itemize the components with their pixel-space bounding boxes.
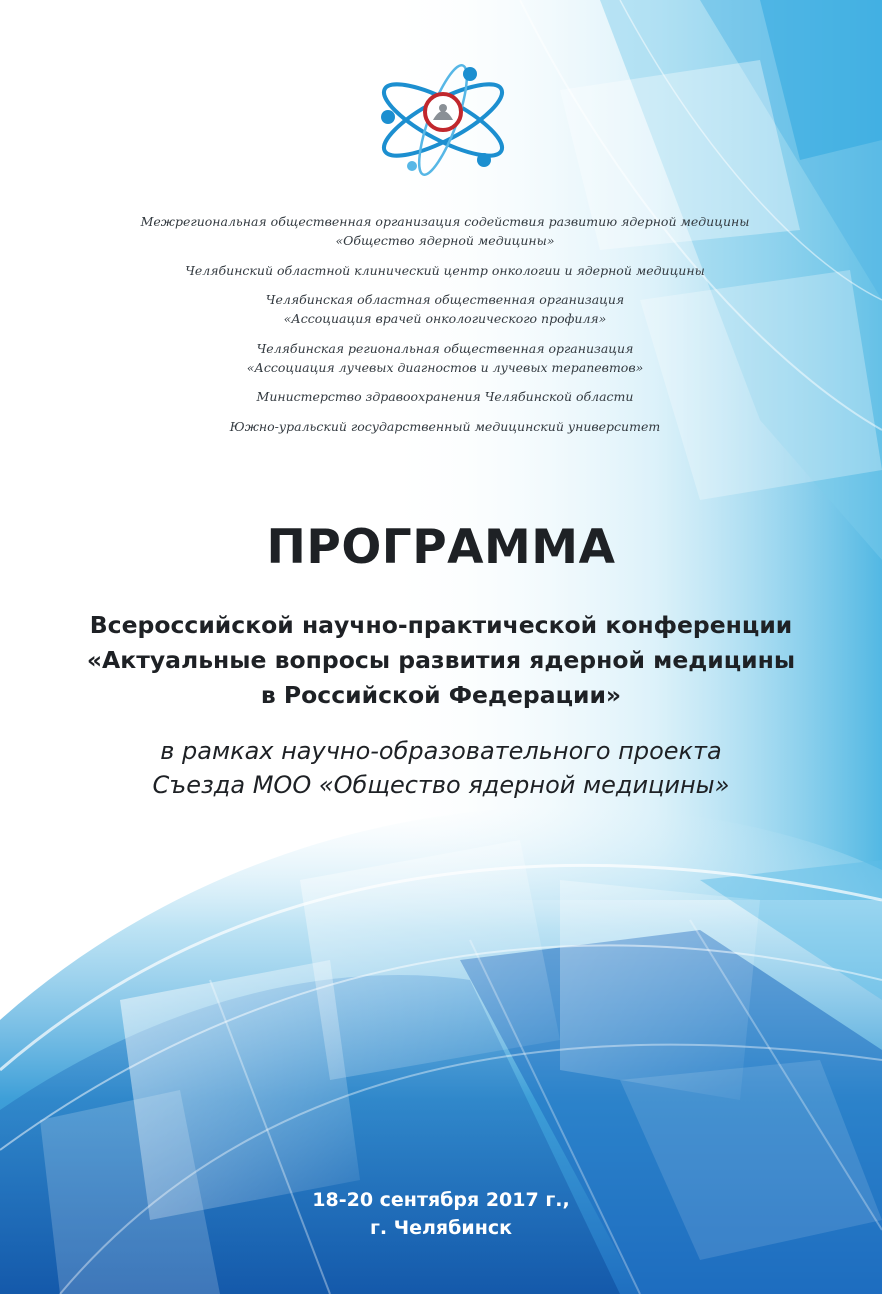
organizer-item: [60, 212, 830, 250]
organizer-item: [60, 261, 830, 280]
organizer-name-quoted: «Общество ядерной медицины»: [335, 233, 555, 248]
event-city: г. Челябинск: [370, 1217, 512, 1239]
tagline-line: в рамках научно-образовательного проекта: [160, 737, 722, 765]
event-dates: 18-20 сентября 2017 г.,: [312, 1189, 570, 1211]
organizer-item: [60, 387, 830, 406]
tagline-line: Съезда МОО «Общество ядерной медицины»: [152, 771, 730, 799]
conference-name: [30, 608, 852, 713]
document-title: ПРОГРАММА: [266, 520, 616, 575]
organizer-name: Южно-уральский государственный медицинский университет: [229, 418, 661, 434]
conference-name-line: «Актуальные вопросы развития ядерной медицины: [86, 646, 796, 674]
conference-name-line: Всероссийской научно-практической конференции: [89, 611, 793, 639]
organizer-name: Челябинская региональная общественная организация: [256, 340, 634, 356]
organizer-item: [60, 339, 830, 377]
project-tagline: [30, 734, 852, 802]
event-info: [0, 1186, 882, 1242]
organizer-item: [60, 417, 830, 436]
atom-logo-icon: [372, 62, 514, 180]
organizer-item: [60, 290, 830, 328]
organizer-name: Челябинский областной клинический центр онкологии и ядерной медицины: [185, 262, 705, 278]
organizer-name-quoted: «Ассоциация врачей онкологического профиля»: [283, 311, 607, 326]
organizer-name: Челябинская областная общественная организация: [265, 292, 625, 307]
organizer-name-quoted: «Ассоциация лучевых диагностов и лучевых терапевтов»: [246, 359, 644, 375]
organizer-name: Министерство здравоохранения Челябинской области: [256, 389, 634, 404]
organizer-name: Межрегиональная общественная организация содействия развитию ядерной медицины: [140, 214, 750, 229]
conference-name-line: в Российской Федерации»: [260, 681, 622, 709]
organizer-list: [60, 212, 830, 446]
